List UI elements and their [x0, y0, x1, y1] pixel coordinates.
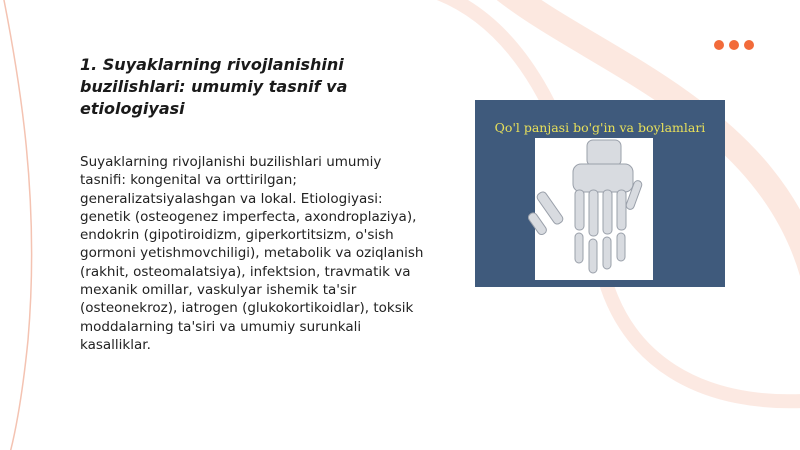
hand-skeleton-image	[475, 100, 725, 287]
figure-caption: Qo'l panjasi bo'g'in va boylamlari	[494, 120, 706, 135]
dot	[714, 40, 724, 50]
three-dots-icon	[714, 40, 754, 50]
dot	[729, 40, 739, 50]
decor-arc-left	[2, 0, 32, 450]
slide-body-text: Suyaklarning rivojlanishi buzilishlari umumiy tasnifi: kongenital va orttirilgan; generalizatsiyalashgan va lokal. Etiologiyasi: genetik (osteogenez imperfecta, axondroplaziya), endokrin (gipotiroidizm, giperkortitsizm, o'sish gormoni yetishmovchiligi), metabolik va oziqlanish (rakhit, osteomalatsiya), infektsion, travmatik va mexanik omillar, vaskulyar ishemik ta'sir (osteonekroz), iatrogen (glukokortikoidlar), toksik moddalarning ta'siri va umumiy surunkali kasalliklar.	[80, 154, 424, 353]
slide-title: 1. Suyaklarning rivojlanishini buzilishlari: umumiy tasnif va etiologiyasi	[80, 55, 348, 118]
dot	[744, 40, 754, 50]
